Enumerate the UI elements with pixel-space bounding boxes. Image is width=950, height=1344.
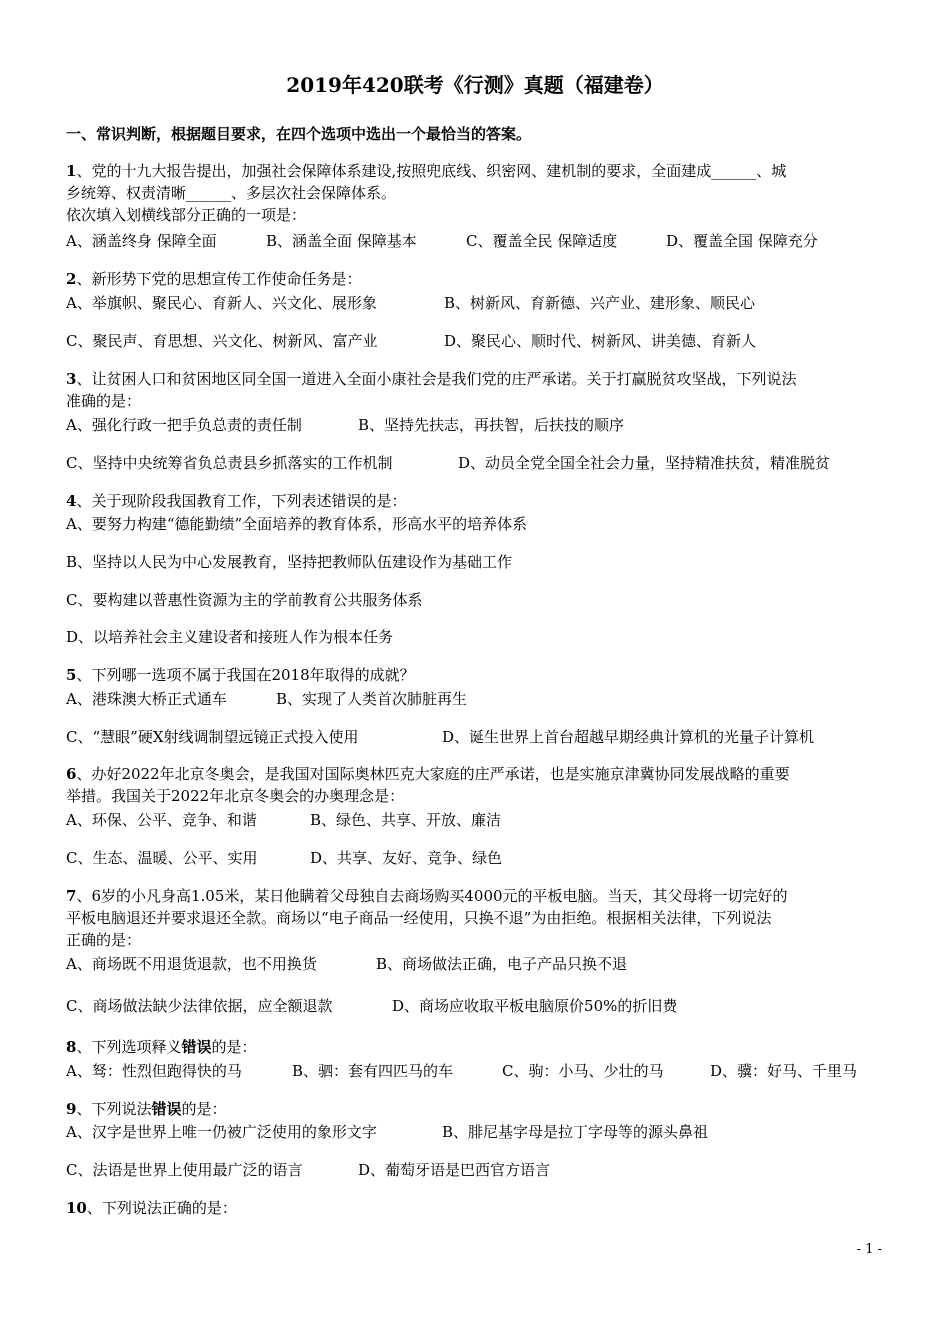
option-d: D、商场应收取平板电脑原价50%的折旧费 [392, 997, 678, 1015]
question-number: 4 [66, 492, 77, 510]
question-2 [66, 268, 886, 290]
question-4 [66, 490, 886, 512]
question-text: 、下列哪一选项不属于我国在2018年取得的成就？ [76, 666, 415, 684]
option-c: C、坚持中央统筹省负总责县乡抓落实的工作机制 [66, 454, 393, 472]
question-text: 、6岁的小凡身高1.05米，某日他瞒着父母独自去商场购买4000元的平板电脑。当天，其父母将一切完好的 [76, 887, 788, 905]
option-c: C、法语是世界上使用最广泛的语言 [66, 1161, 303, 1179]
option-d: D、共享、友好、竞争、绿色 [310, 849, 503, 867]
question-text: 、下列选项释义 [76, 1038, 182, 1056]
option-b: B、驷：套有四匹马的车 [292, 1062, 454, 1080]
option-a: A、港珠澳大桥正式通车 [66, 690, 227, 708]
question-9 [66, 1098, 886, 1120]
option-a: A、商场既不用退货退款，也不用换货 [66, 955, 317, 973]
question-text: 、办好2022年北京冬奥会，是我国对国际奥林匹克大家庭的庄严承诺，也是实施京津冀协同发展战略的重要 [76, 765, 790, 783]
question-text: 乡统筹、权责清晰______、多层次社会保障体系。 [66, 184, 397, 202]
question-text: 平板电脑退还并要求退还全款。商场以“电子商品一经使用，只换不退”为由拒绝。根据相关法律，下列说法 [66, 909, 772, 927]
question-text: 、下列说法正确的是： [86, 1199, 237, 1217]
option-a: A、举旗帜、聚民心、育新人、兴文化、展形象 [66, 294, 377, 312]
option-d: D、诞生世界上首台超越早期经典计算机的光量子计算机 [442, 728, 815, 746]
option-c: C、要构建以普惠性资源为主的学前教育公共服务体系 [66, 591, 423, 609]
question-8 [66, 1036, 886, 1058]
question-10 [66, 1197, 886, 1219]
question-number: 10 [66, 1199, 87, 1217]
option-a: A、汉字是世界上唯一仍被广泛使用的象形文字 [66, 1123, 377, 1141]
options-row [66, 414, 886, 436]
option-b: B、绿色、共享、开放、廉洁 [310, 811, 502, 829]
question-text: 正确的是： [66, 931, 142, 949]
options-row [66, 688, 886, 710]
question-number: 9 [66, 1100, 77, 1118]
options-row [66, 995, 886, 1017]
option-c: C、生态、温暖、公平、实用 [66, 849, 258, 867]
options-row [66, 726, 886, 748]
option-c: C、覆盖全民 保障适度 [466, 232, 618, 250]
question-number: 7 [66, 887, 77, 905]
question-1 [66, 160, 886, 226]
question-6 [66, 763, 886, 807]
options-row [66, 230, 886, 252]
question-number: 5 [66, 666, 77, 684]
option-b: B、坚持以人民为中心发展教育，坚持把教师队伍建设作为基础工作 [66, 553, 513, 571]
options-row [66, 330, 886, 352]
question-text: 的是： [211, 1038, 257, 1056]
question-text: 依次填入划横线部分正确的一项是： [66, 206, 307, 224]
question-text: 、新形势下党的思想宣传工作使命任务是： [76, 270, 362, 288]
option-a: A、环保、公平、竞争、和谐 [66, 811, 257, 829]
option-c: C、驹：小马、少壮的马 [502, 1062, 664, 1080]
option-b: B、树新风、育新德、兴产业、建形象、顺民心 [444, 294, 756, 312]
option-d: D、动员全党全国全社会力量，坚持精准扶贫，精准脱贫 [458, 454, 831, 472]
option-a: A、强化行政一把手负总责的责任制 [66, 416, 302, 434]
options-row [66, 452, 886, 474]
page-number: - 1 - [856, 1242, 882, 1257]
options-row [66, 1159, 886, 1181]
option-d: D、以培养社会主义建设者和接班人作为根本任务 [66, 628, 394, 646]
question-number: 2 [66, 270, 77, 288]
option-c: C、商场做法缺少法律依据，应全额退款 [66, 997, 333, 1015]
option-b: B、实现了人类首次肺脏再生 [276, 690, 468, 708]
option-b: B、坚持先扶志，再扶智，后扶技的顺序 [358, 416, 625, 434]
question-emphasis: 错误 [181, 1038, 212, 1056]
options-row [66, 953, 886, 975]
question-number: 3 [66, 370, 77, 388]
options-row [66, 1060, 886, 1082]
option-d: D、葡萄牙语是巴西官方语言 [358, 1161, 551, 1179]
options-row [66, 847, 886, 869]
option-d: D、骥：好马、千里马 [710, 1062, 858, 1080]
options-row [66, 1121, 886, 1143]
option-b: B、涵盖全面 保障基本 [266, 232, 417, 250]
question-text: 举措。我国关于2022年北京冬奥会的办奥理念是： [66, 787, 405, 805]
option-a: A、驽：性烈但跑得快的马 [66, 1062, 242, 1080]
option-c: C、“慧眼”硬X射线调制望远镜正式投入使用 [66, 728, 359, 746]
question-7 [66, 885, 886, 951]
option-b: B、商场做法正确，电子产品只换不退 [376, 955, 628, 973]
question-number: 8 [66, 1038, 77, 1056]
option-b: B、腓尼基字母是拉丁字母等的源头鼻祖 [442, 1123, 709, 1141]
question-text: 准确的是： [66, 392, 142, 410]
question-3 [66, 368, 886, 412]
question-emphasis: 错误 [151, 1100, 182, 1118]
question-text: 、关于现阶段我国教育工作，下列表述错误的是： [76, 492, 407, 510]
question-number: 6 [66, 765, 77, 783]
option-a: A、涵盖终身 保障全面 [66, 232, 217, 250]
options-row [66, 809, 886, 831]
document-title: 2019年420联考《行测》真题（福建卷） [286, 73, 664, 97]
option-d: D、聚民心、顺时代、树新风、讲美德、育新人 [444, 332, 757, 350]
question-number: 1 [66, 162, 77, 180]
option-a: A、要努力构建“德能勤绩”全面培养的教育体系，形高水平的培养体系 [66, 515, 528, 533]
question-text: 的是： [181, 1100, 227, 1118]
question-text: 、让贫困人口和贫困地区同全国一道进入全面小康社会是我们党的庄严承诺。关于打赢脱贫攻坚战，下列说法 [76, 370, 797, 388]
question-5 [66, 664, 886, 686]
option-c: C、聚民声、育思想、兴文化、树新风、富产业 [66, 332, 378, 350]
question-text: 、下列说法 [76, 1100, 152, 1118]
question-text: 、党的十九大报告提出，加强社会保障体系建设,按照兜底线、织密网、建机制的要求，全面建成______、城 [76, 162, 787, 180]
options-row [66, 292, 886, 314]
option-d: D、覆盖全国 保障充分 [666, 232, 818, 250]
section-heading: 一、常识判断，根据题目要求，在四个选项中选出一个最恰当的答案。 [66, 125, 532, 143]
